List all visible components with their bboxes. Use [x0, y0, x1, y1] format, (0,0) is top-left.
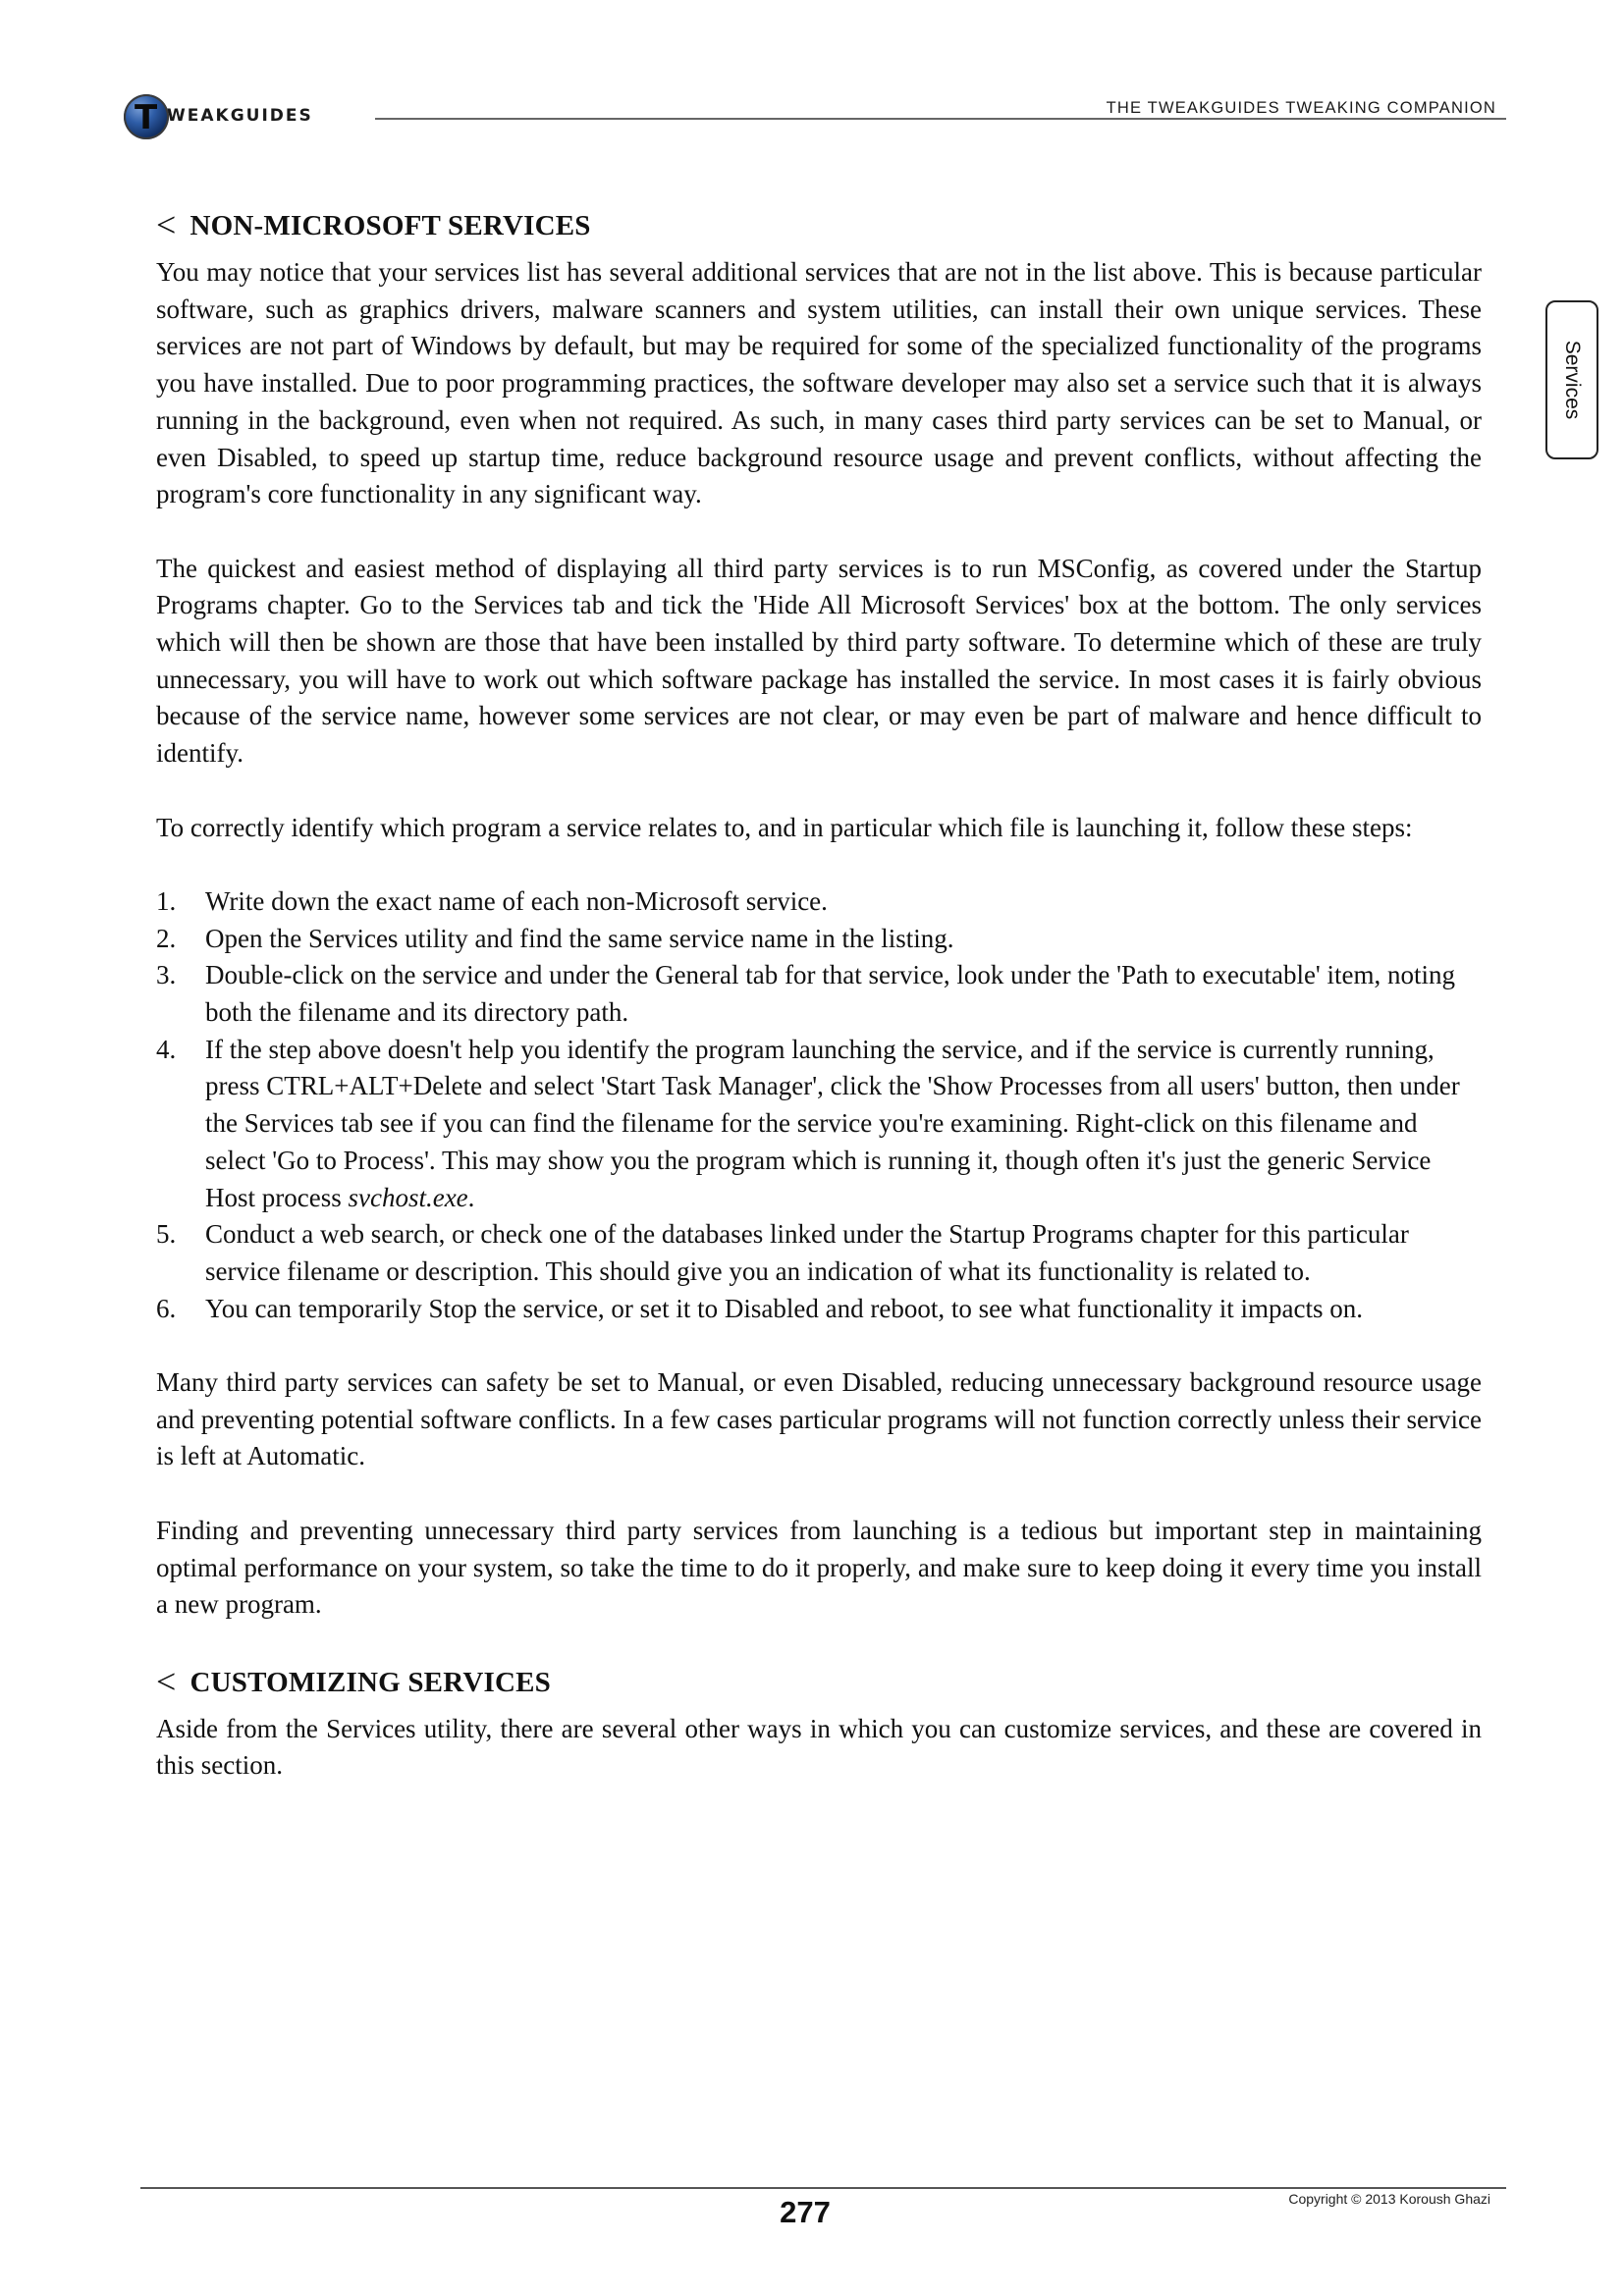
section-side-tab[interactable] [1545, 300, 1598, 459]
copyright-notice: Copyright © 2013 Koroush Ghazi [1288, 2191, 1490, 2207]
section-heading-customizing [156, 1661, 1482, 1701]
heading-arrow-icon: < [156, 205, 177, 244]
heading-arrow-icon: < [156, 1661, 177, 1701]
list-text: Open the Services utility and find the same service name in the listing. [205, 923, 954, 953]
list-number: 6. [156, 1293, 177, 1323]
heading-text: NON-MICROSOFT SERVICES [189, 210, 591, 241]
list-item [156, 1032, 1482, 1217]
list-text: You can temporarily Stop the service, or set it to Disabled and reboot, to see what functionality it impacts on. [205, 1293, 1364, 1323]
logo-letter: T [135, 98, 158, 137]
page-number: 277 [780, 2195, 831, 2229]
list-number: 5. [156, 1219, 177, 1250]
paragraph: You may notice that your services list has several additional services that are not in the list above. This is because particular software, such as graphics drivers, malware scanners and system utilities, can install their own unique services. These services are not part of Windows by default, but may be required for some of the specialized functionality of the programs you have installed. Due to poor programming practices, the software developer may also set a service such that it is always running in the background, even when not required. As such, in many cases third party services can be set to Manual, or even Disabled, to speed up startup time, reduce background resource usage and prevent conflicts, without affecting the program's core functionality in any significant way. [156, 257, 1482, 509]
running-title: THE TWEAKGUIDES TWEAKING COMPANION [1106, 99, 1496, 117]
paragraph: The quickest and easiest method of displaying all third party services is to run MSConfig, as covered under the Startup Programs chapter. Go to the Services tab and tick the 'Hide All Microsoft Services' box at the bottom. The only services which will then be shown are those that have been installed by third party software. To determine which of these are truly unnecessary, you will have to work out which software package has installed the service. In most cases it is fairly obvious because of the service name, however some services are not clear, or may even be part of malware and hence difficult to identify. [156, 553, 1482, 769]
header-divider [375, 118, 1506, 120]
footer-divider [140, 2187, 1506, 2189]
tweakguides-logo [124, 94, 359, 145]
list-text: If the step above doesn't help you identify the program launching the service, and if the service is currently running, press CTRL+ALT+Delete and select 'Start Task Manager', click the 'Show Processes from all users' button, then under the Services tab see if you can find the filename for the service you're examining. Right-click on this filename and select 'Go to Process'. This may show you the program which is running it, though often it's just the generic Service Host process [205, 1034, 1460, 1212]
logo-text: WEAKGUIDES [167, 106, 313, 126]
list-text-italic: svchost.exe [348, 1182, 468, 1212]
list-item [156, 1216, 1482, 1290]
list-number: 2. [156, 923, 177, 953]
steps-list [156, 883, 1482, 1327]
list-text: Write down the exact name of each non-Microsoft service. [205, 885, 828, 916]
page-content [156, 204, 1482, 1822]
list-number: 4. [156, 1034, 177, 1064]
list-item [156, 1291, 1482, 1328]
paragraph: Finding and preventing unnecessary third party services from launching is a tedious but important step in maintaining optimal performance on your system, so take the time to do it properly, and make sure to keep doing it every time you install a new program. [156, 1515, 1482, 1620]
list-text: Conduct a web search, or check one of the databases linked under the Startup Programs chapter for this particular service filename or description. This should give you an indication of what its functionality is related to. [205, 1219, 1409, 1286]
paragraph: To correctly identify which program a service relates to, and in particular which file is launching it, follow these steps: [156, 812, 1413, 842]
list-text-end: . [467, 1182, 475, 1212]
list-item [156, 921, 1482, 958]
heading-text: CUSTOMIZING SERVICES [189, 1666, 551, 1698]
list-text: Double-click on the service and under the General tab for that service, look under the 'Path to executable' item, noting both the filename and its directory path. [205, 960, 1456, 1028]
side-tab-label: Services [1561, 340, 1584, 420]
section-heading-non-microsoft [156, 204, 1482, 244]
list-number: 1. [156, 885, 177, 916]
paragraph: Aside from the Services utility, there are several other ways in which you can customize services, and these are covered in this section. [156, 1713, 1482, 1781]
list-item [156, 883, 1482, 921]
list-number: 3. [156, 960, 177, 990]
paragraph: Many third party services can safety be set to Manual, or even Disabled, reducing unnecessary background resource usage and preventing potential software conflicts. In a few cases particular programs will not function correctly unless their service is left at Automatic. [156, 1367, 1482, 1471]
list-item [156, 957, 1482, 1031]
